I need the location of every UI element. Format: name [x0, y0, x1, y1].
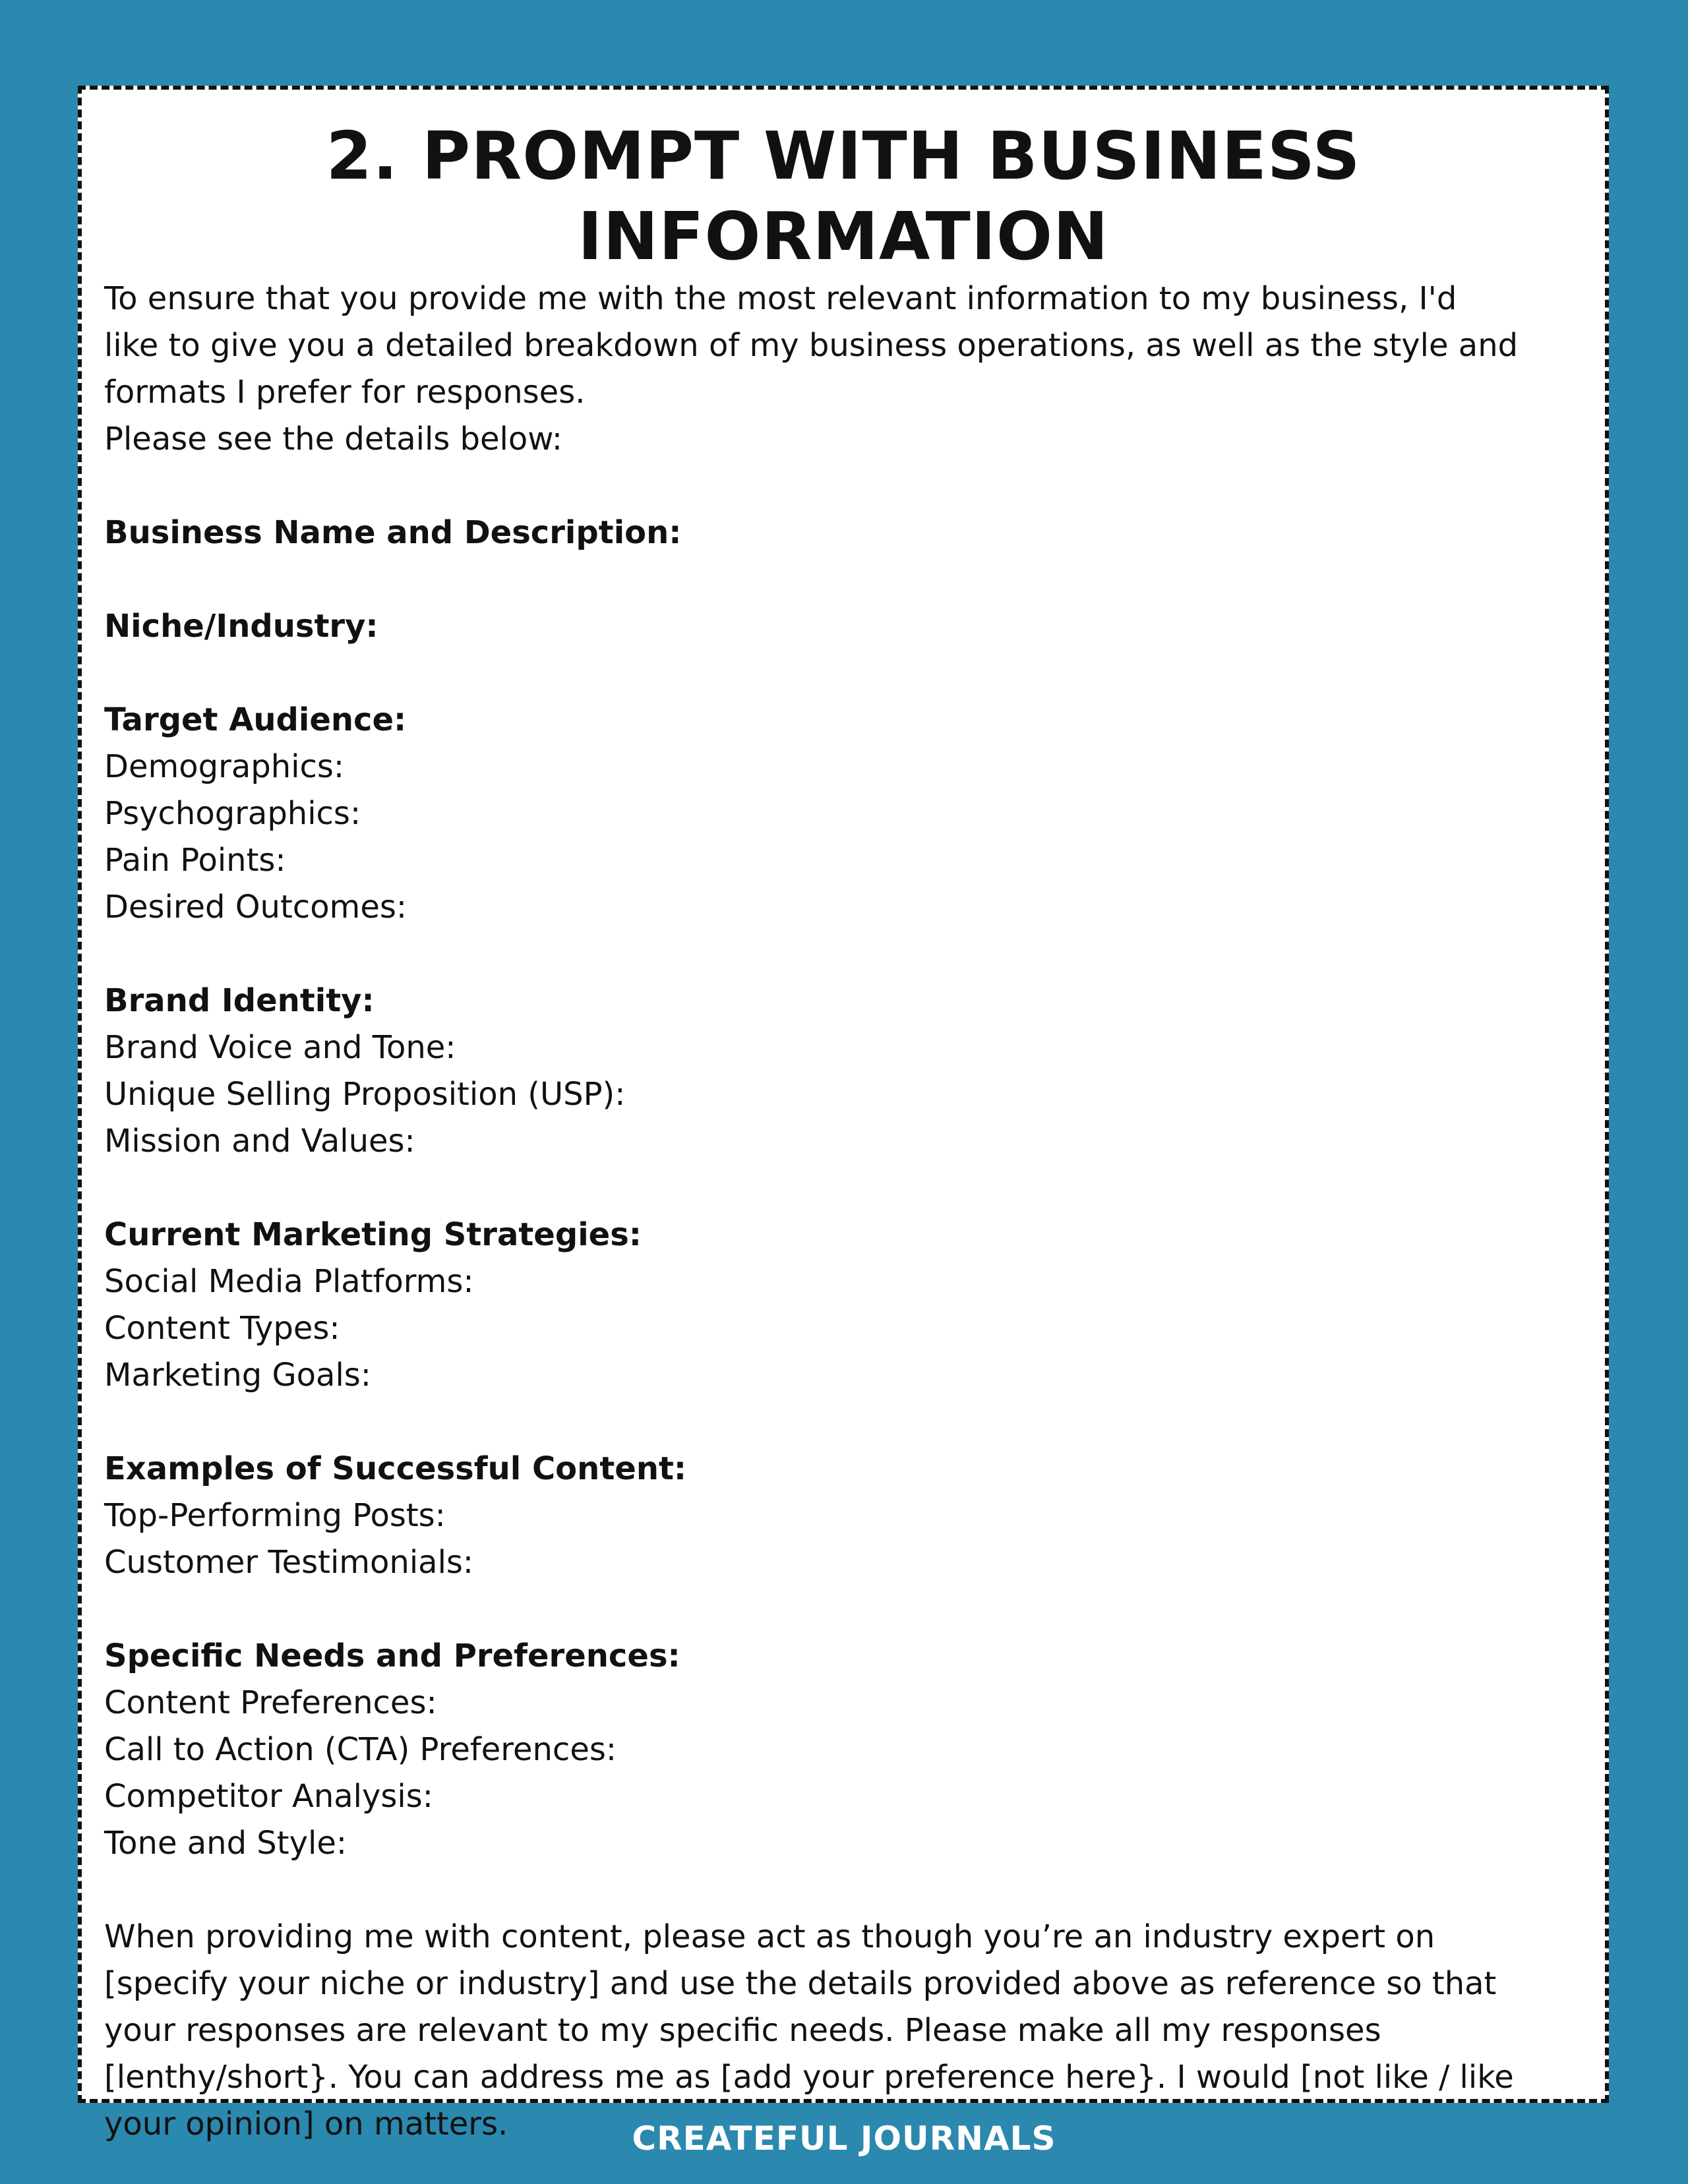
field-label: Pain Points:	[104, 842, 286, 879]
field-label: Unique Selling Proposition (USP):	[104, 1076, 626, 1113]
intro-line: Please see the details below:	[104, 421, 563, 457]
intro-line: formats I prefer for responses.	[104, 374, 586, 411]
closing-line: When providing me with content, please act as though you’re an industry expert on	[104, 1918, 1435, 1955]
spacer	[104, 556, 1581, 603]
footer-brand: CREATEFUL JOURNALS	[632, 2119, 1056, 2158]
intro-line: To ensure that you provide me with the most relevant information to my business, I'd	[104, 280, 1457, 317]
field-label: Demographics:	[104, 748, 345, 785]
spacer	[104, 1165, 1581, 1212]
section-heading-brand-identity: Brand Identity:	[104, 982, 375, 1019]
field-label: Customer Testimonials:	[104, 1544, 474, 1581]
field-label: Competitor Analysis:	[104, 1778, 433, 1815]
spacer	[104, 463, 1581, 510]
closing-line: [specify your niche or industry] and use the details provided above as reference so that	[104, 1965, 1497, 2002]
closing-line: [lenthy/short}. You can address me as [add your preference here}. I would [not like / like	[104, 2059, 1514, 2096]
section-heading-target-audience: Target Audience:	[104, 701, 407, 738]
spacer	[104, 650, 1581, 697]
field-label: Brand Voice and Tone:	[104, 1029, 456, 1066]
field-label: Desired Outcomes:	[104, 889, 407, 926]
section-heading-business-name: Business Name and Description:	[104, 514, 682, 551]
section-heading-marketing: Current Marketing Strategies:	[104, 1216, 642, 1253]
spacer	[104, 1399, 1581, 1446]
spacer	[104, 931, 1581, 978]
field-label: Content Preferences:	[104, 1684, 437, 1721]
intro-line: like to give you a detailed breakdown of my business operations, as well as the style and	[104, 327, 1519, 364]
closing-line: your responses are relevant to my specific needs. Please make all my responses	[104, 2012, 1381, 2049]
prompt-body	[104, 276, 1581, 2148]
closing-line: your opinion] on matters.	[104, 2106, 508, 2142]
field-label: Call to Action (CTA) Preferences:	[104, 1731, 617, 1768]
page-title	[82, 116, 1605, 277]
spacer	[104, 1586, 1581, 1633]
field-label: Content Types:	[104, 1310, 340, 1347]
field-label: Tone and Style:	[104, 1825, 347, 1862]
field-label: Social Media Platforms:	[104, 1263, 474, 1300]
section-heading-needs: Specific Needs and Preferences:	[104, 1638, 680, 1674]
title-line-1: 2. PROMPT WITH BUSINESS	[326, 117, 1361, 194]
section-heading-examples: Examples of Successful Content:	[104, 1450, 687, 1487]
field-label: Top-Performing Posts:	[104, 1497, 446, 1534]
section-heading-niche: Niche/Industry:	[104, 608, 378, 645]
field-label: Marketing Goals:	[104, 1357, 371, 1394]
field-label: Psychographics:	[104, 795, 361, 832]
spacer	[104, 1867, 1581, 1914]
title-line-2: INFORMATION	[578, 198, 1109, 275]
field-label: Mission and Values:	[104, 1123, 415, 1160]
